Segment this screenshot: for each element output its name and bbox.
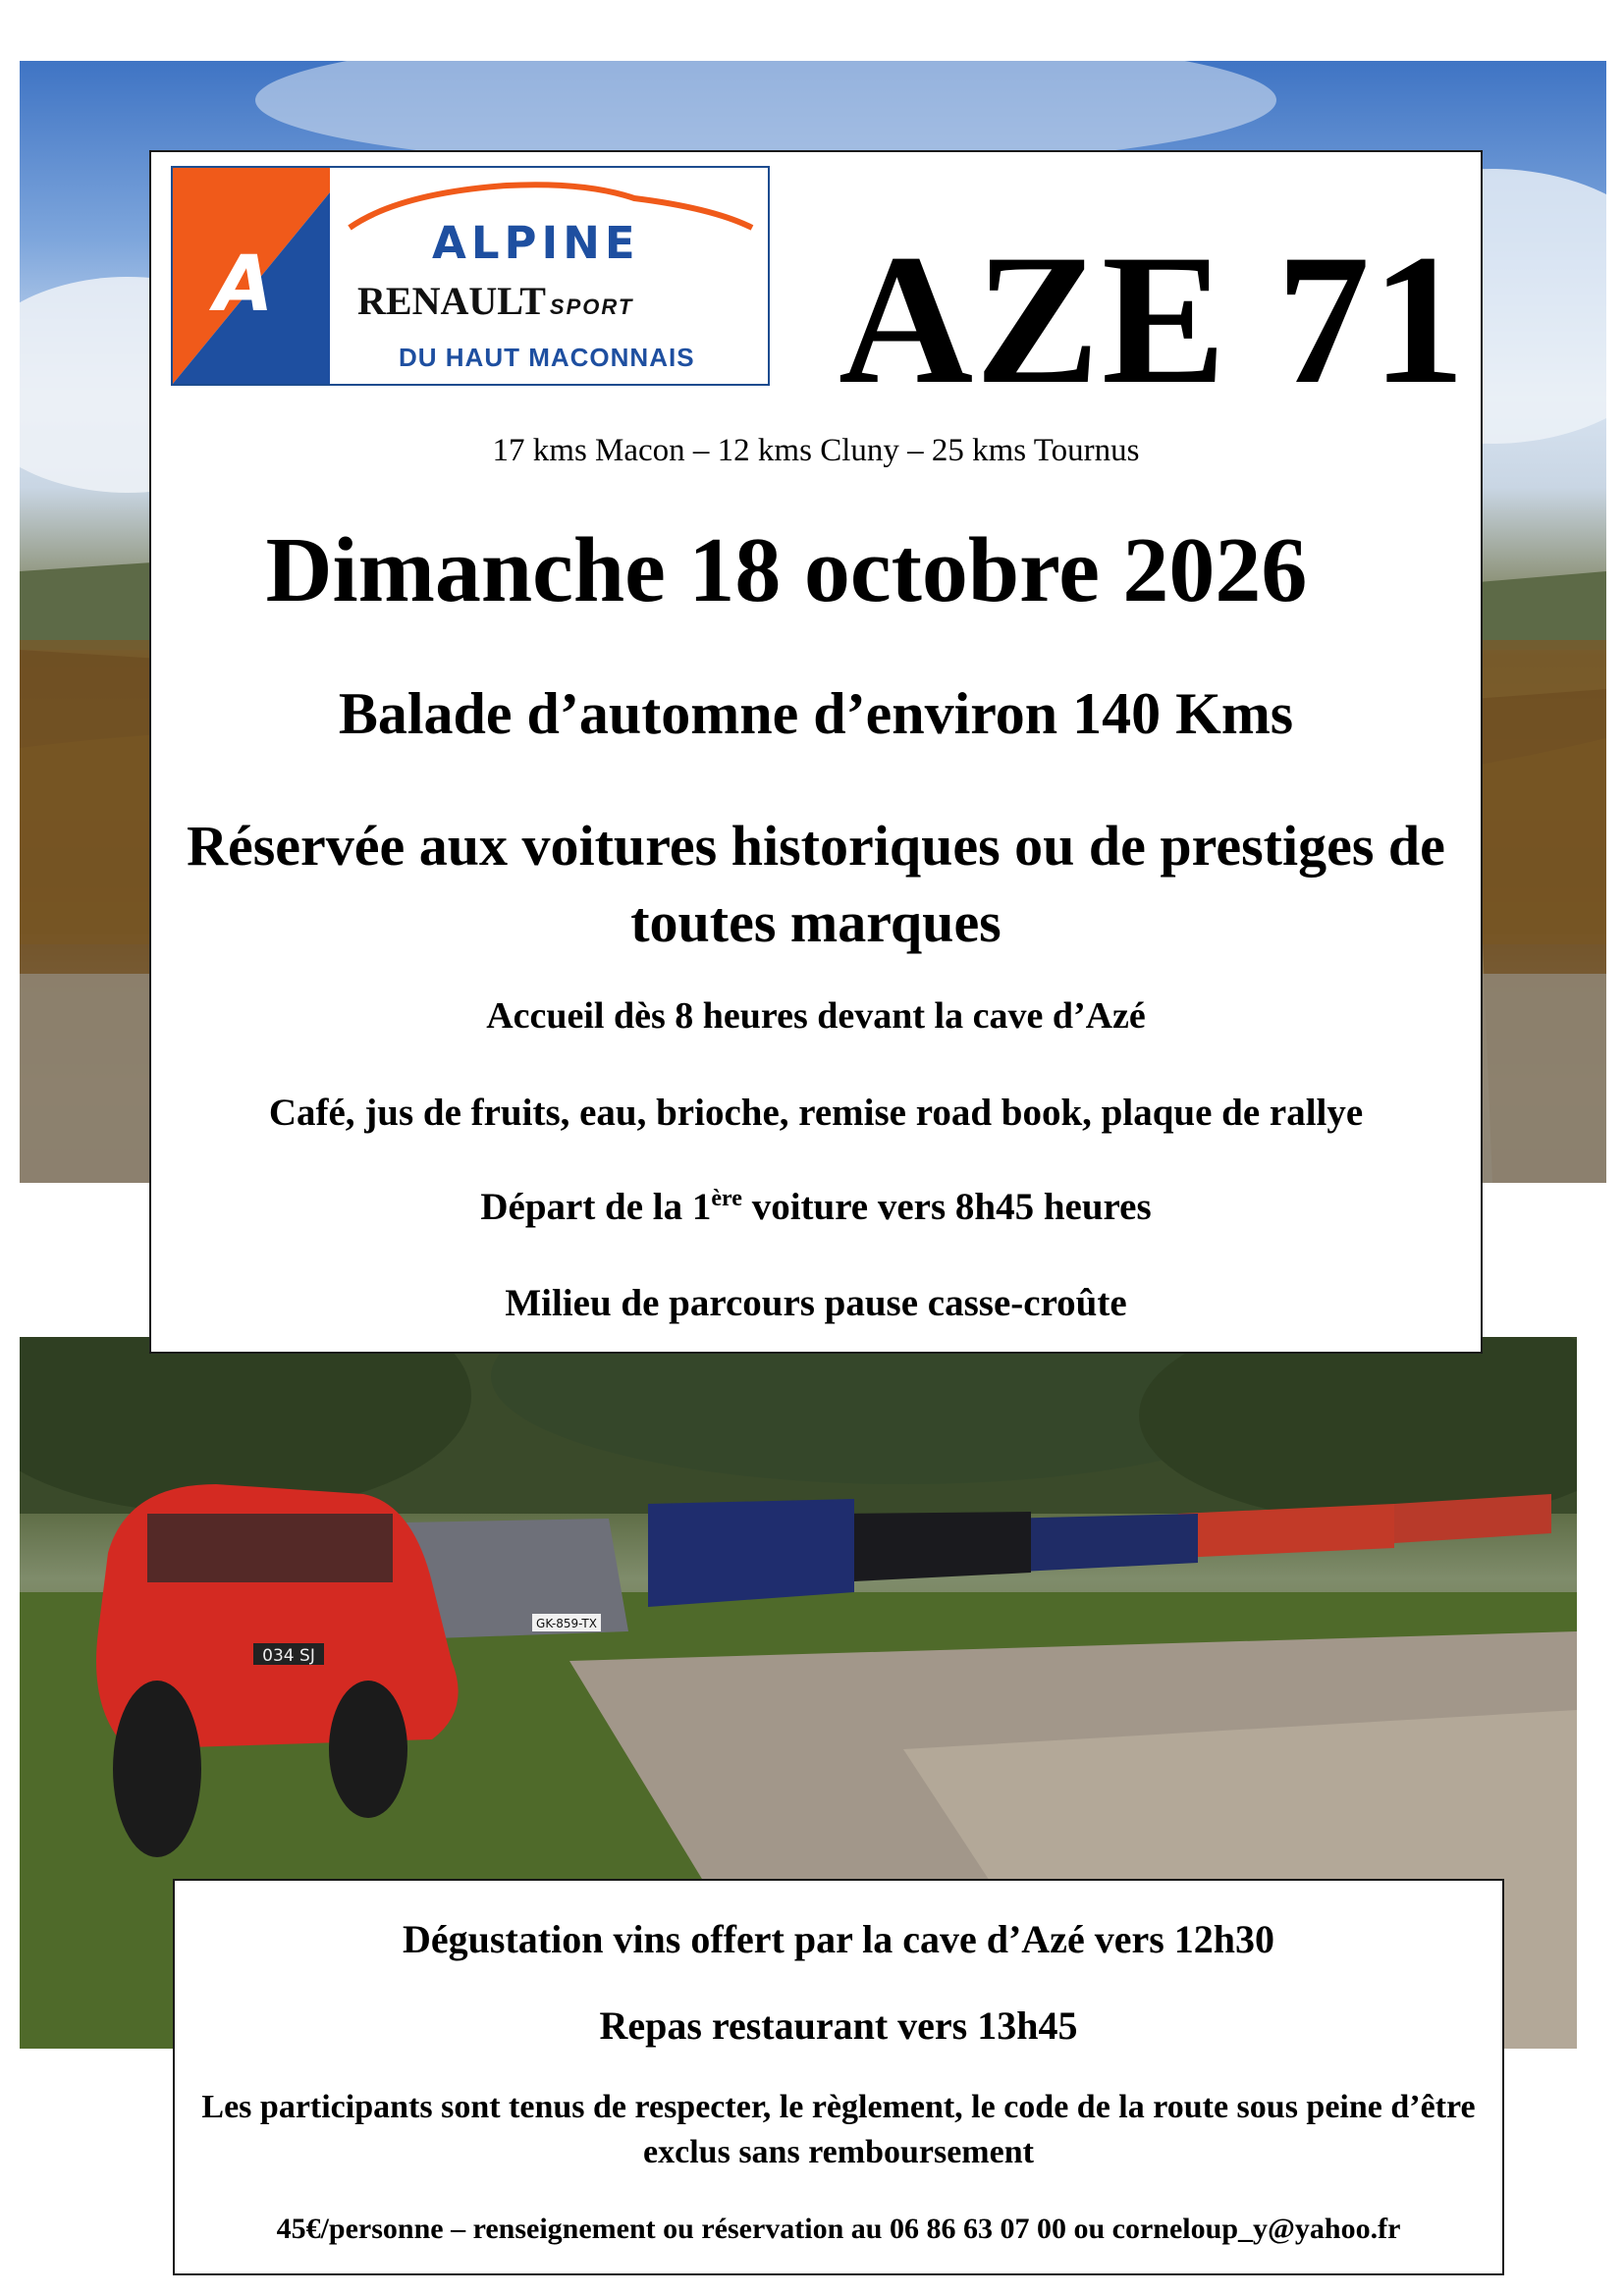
depart-sup: ère [711, 1186, 742, 1211]
town-title: AZE 71 [839, 217, 1468, 423]
milieu-line: Milieu de parcours pause casse-croûte [505, 1282, 1127, 1324]
plate-alpine: GK-859-TX [536, 1617, 597, 1630]
depart-line [151, 1185, 1481, 1229]
event-date: Dimanche 18 octobre 2026 [265, 519, 1308, 621]
depart-after: voiture vers 8h45 heures [741, 1186, 1152, 1228]
balade-title: Balade d’automne d’environ 140 Kms [338, 681, 1294, 746]
plate-buggy: 034 SJ [262, 1646, 315, 1666]
alpine-logo-mark [173, 168, 330, 384]
bottom-info-panel [173, 1879, 1504, 2275]
alpine-a-letter: A [214, 240, 274, 329]
logo-sport-word: SPORT [549, 294, 634, 319]
reserved-note: Réservée aux voitures historiques ou de prestiges de toutes marques [187, 814, 1445, 954]
accueil-line: Accueil dès 8 heures devant la cave d’Azé [486, 995, 1146, 1037]
distances-line: 17 kms Macon – 12 kms Cluny – 25 kms Tournus [492, 433, 1140, 468]
cafe-line: Café, jus de fruits, eau, brioche, remise road book, plaque de rallye [268, 1092, 1364, 1134]
club-logo [171, 166, 770, 386]
depart-before: Départ de la 1 [480, 1186, 712, 1228]
repas-line: Repas restaurant vers 13h45 [599, 2003, 1078, 2048]
logo-renault-text [357, 278, 633, 324]
logo-region-text: DU HAUT MACONNAIS [399, 343, 695, 372]
top-info-panel [149, 150, 1483, 1354]
logo-renault-word: RENAULT [357, 279, 546, 323]
degustation-line: Dégustation vins offert par la cave d’Azé vers 12h30 [402, 1917, 1275, 1961]
logo-alpine-text: ALPINE [432, 217, 640, 269]
reglement-note: Les participants sont tenus de respecter, le règlement, le code de la route sous peine d’être exclus sans remboursement [201, 2089, 1476, 2170]
contact-line: 45€/personne – renseignement ou réservation au 06 86 63 07 00 ou corneloup_y@yahoo.fr [276, 2213, 1401, 2245]
